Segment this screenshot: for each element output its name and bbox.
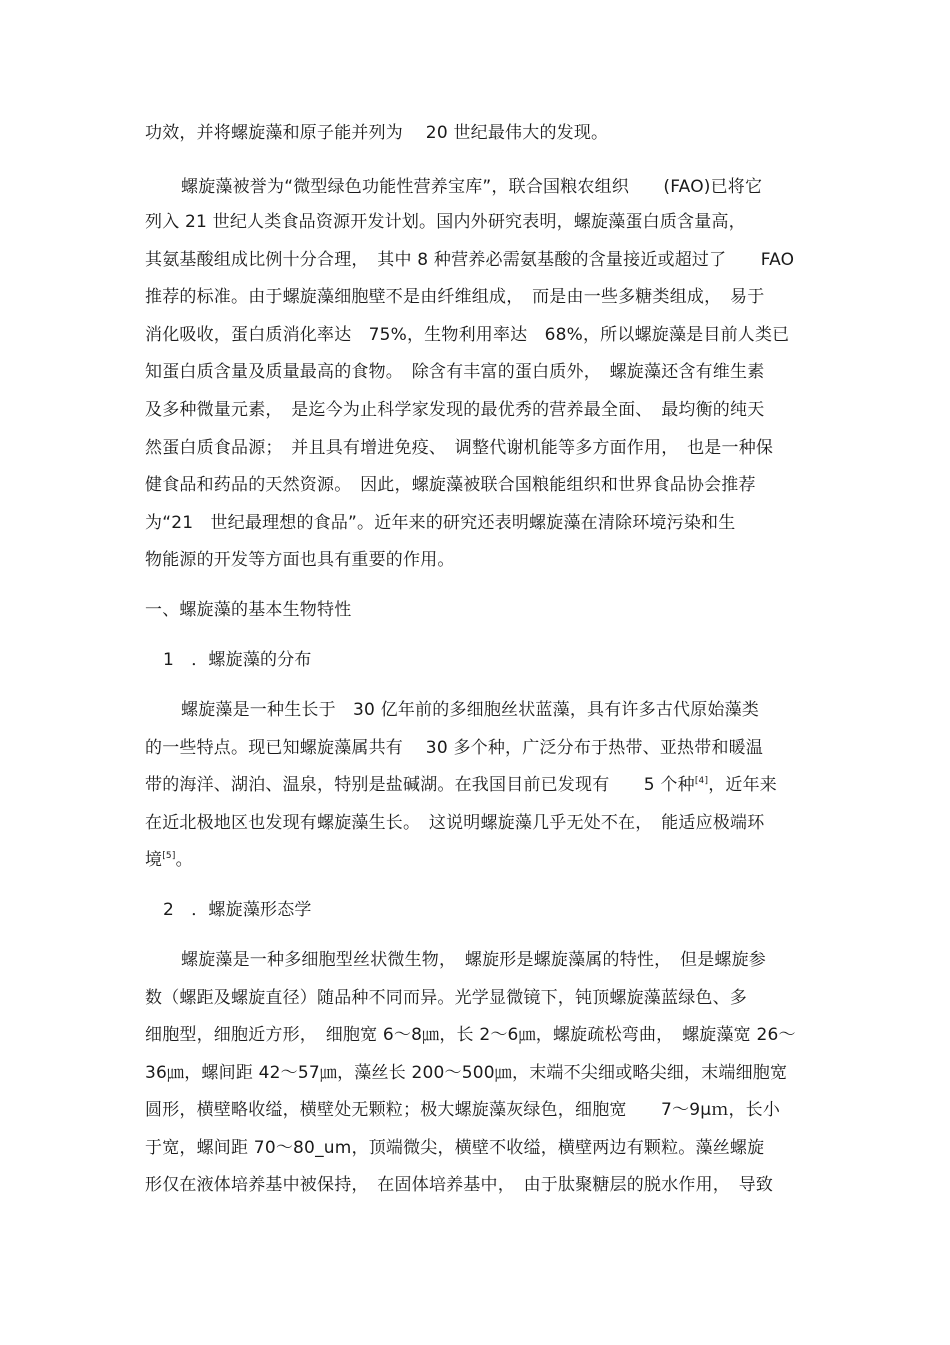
text-line: 列入 21 世纪人类食品资源开发计划。国内外研究表明，螺旋藻蛋白质含量高， (145, 212, 746, 232)
text-line: 为“21 世纪最理想的食品”。近年来的研究还表明螺旋藻在清除环境污染和生 (145, 513, 736, 533)
text-line: 的一些特点。现已知螺旋藻属共有 30 多个种，广泛分布于热带、亚热带和暖温 (145, 738, 764, 758)
text-line: 在近北极地区也发现有螺旋藻生长。 这说明螺旋藻几乎无处不在， 能适应极端环 (145, 813, 765, 833)
subsection-heading: 1 ．螺旋藻的分布 (163, 650, 312, 670)
text-line-with-citation (145, 845, 193, 875)
text-line: 健食品和药品的天然资源。 因此，螺旋藻被联合国粮能组织和世界食品协会推荐 (145, 475, 756, 495)
text-line-with-citation (145, 770, 777, 800)
paragraph-first-line: 螺旋藻是一种生长于 30 亿年前的多细胞丝状蓝藻，具有许多古代原始藻类 (181, 700, 760, 720)
text-line: 于宽，螺间距 70～80_um，顶端微尖，横壁不收缢，横壁两边有颗粒。藻丝螺旋 (145, 1138, 765, 1158)
citation-ref: [4] (694, 776, 709, 786)
text-segment: ，近年来 (708, 775, 777, 795)
text-line: 功效，并将螺旋藻和原子能并列为 20 世纪最伟大的发现。 (145, 123, 609, 143)
text-line: 然蛋白质食品源； 并且具有增进免疫、 调整代谢机能等多方面作用， 也是一种保 (145, 438, 774, 458)
text-line: 36㎛，螺间距 42～57㎛，藻丝长 200～500㎛，末端不尖细或略尖细，末端细胞宽 (145, 1063, 788, 1083)
text-segment: 。 (175, 850, 193, 870)
text-line: 及多种微量元素， 是迄今为止科学家发现的最优秀的营养最全面、 最均衡的纯天 (145, 400, 765, 420)
paragraph-first-line: 螺旋藻被誉为“微型绿色功能性营养宝库”，联合国粮农组织 (FAO)已将它 (181, 177, 763, 197)
text-line: 推荐的标准。由于螺旋藻细胞壁不是由纤维组成， 而是由一些多糖类组成， 易于 (145, 287, 765, 307)
text-segment: 带的海洋、湖泊、温泉，特别是盐碱湖。在我国目前已发现有 5 个种 (145, 775, 695, 795)
text-line: 数（螺距及螺旋直径）随品种不同而异。光学显微镜下，钝顶螺旋藻蓝绿色、多 (145, 988, 747, 1008)
text-line: 物能源的开发等方面也具有重要的作用。 (145, 550, 455, 570)
text-line: 消化吸收，蛋白质消化率达 75%，生物利用率达 68%，所以螺旋藻是目前人类已 (145, 325, 790, 345)
text-line: 知蛋白质含量及质量最高的食物。 除含有丰富的蛋白质外， 螺旋藻还含有维生素 (145, 362, 765, 382)
paragraph-first-line: 螺旋藻是一种多细胞型丝状微生物， 螺旋形是螺旋藻属的特性， 但是螺旋参 (181, 950, 766, 970)
citation-ref: [5] (162, 851, 176, 861)
text-line: 圆形，横壁略收缢，横壁处无颗粒；极大螺旋藻灰绿色，细胞宽 7～9μｍ，长小 (145, 1100, 781, 1120)
text-line: 其氨基酸组成比例十分合理， 其中 8 种营养必需氨基酸的含量接近或超过了 FAO (145, 250, 795, 270)
text-line: 细胞型，细胞近方形， 细胞宽 6～8㎛，长 2～6㎛，螺旋疏松弯曲， 螺旋藻宽 26～ (145, 1025, 796, 1045)
subsection-heading: 2 ．螺旋藻形态学 (163, 900, 312, 920)
section-heading: 一、螺旋藻的基本生物特性 (145, 600, 352, 620)
text-segment: 境 (145, 850, 163, 870)
text-line: 形仅在液体培养基中被保持， 在固体培养基中， 由于肽聚糖层的脱水作用， 导致 (145, 1175, 774, 1195)
